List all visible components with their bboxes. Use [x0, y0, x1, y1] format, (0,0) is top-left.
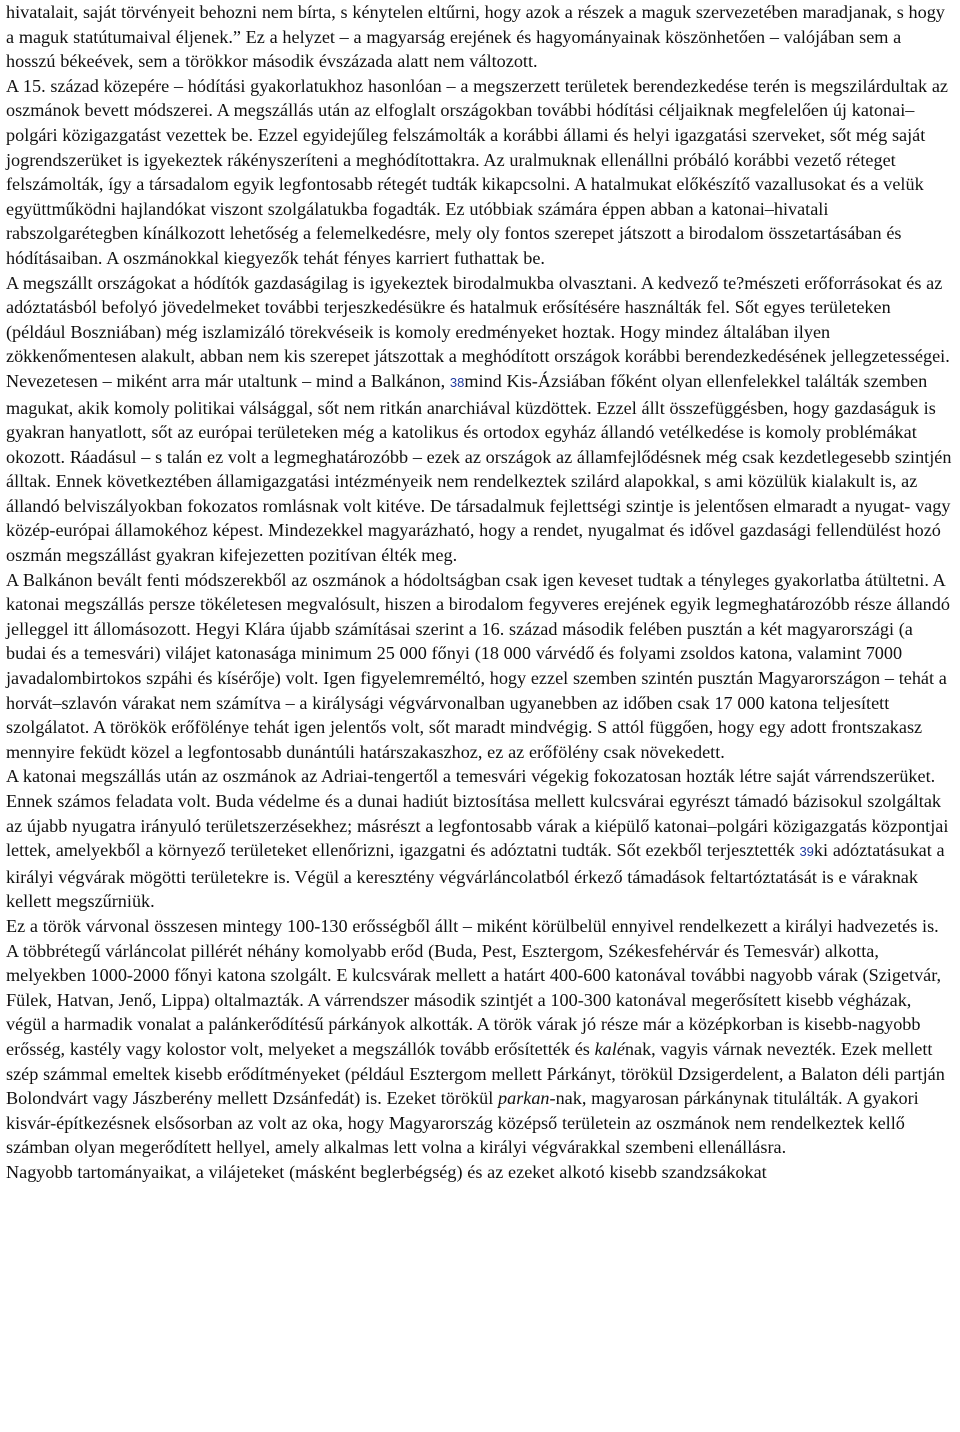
paragraph	[6, 0, 954, 74]
paragraph-text: -nak, magyarosan párkánynak titulálták. A gyakori kisvár-építkezésnek elsősorban az volt az oka, hogy Magyarország középső területein az oszmánok nem rendelkeztek kellő számban olyan megerődített hellyel, amely alkalmas lett volna a királyi végvárakkal szembeni ellenállásra.	[6, 1088, 919, 1158]
paragraph	[6, 74, 954, 271]
page-number-marker: 39	[799, 844, 814, 860]
paragraph-text: mind Kis-Ázsiában főként olyan ellenfelekkel találták szemben magukat, akik komoly politikai válsággal, sőt nem ritkán anarchiával küzdöttek. Ezzel állt összefüggésben, hogy gazdaságuk is gyakran hanyatlott, sőt az európai területeken még a katolikus és ortodox egyház állandó vetélkedése is komoly problémákat okozott. Ráadásul – s talán ez volt a legmeghatározóbb – ezek az országok az államfejlődésnek még csak kezdetlegesebb szintjén álltak. Ennek következtében államigazgatási intézményeik nem rendelkeztek szilárd alapokkal, s ami közülük kialakult is, az állandó belviszályokban fokozatos romlásnak volt kitéve. De társadalmuk fejlettségi szintje is jelentősen elmaradt a nyugat- vagy közép-európai államokéhoz képest. Mindezekkel magyarázható, hogy a rendet, nyugalmat és idővel gazdasági fellendülést hozó oszmán megszállást gyakran kifejezetten pozitívan élték meg.	[6, 370, 952, 566]
paragraph-text: Ez a török várvonal összesen mintegy 100-130 erősségből állt – miként körülbelül ennyivel rendelkezett a királyi hadvezetés is. A többrétegű várláncolat pillérét néhány komolyabb erőd (Buda, Pest, Esztergom, Székesfehérvár és Temesvár) alkotta, melyekben 1000-2000 főnyi katona szolgált. E kulcsvárak mellett a határt 400-600 katonával további nagyobb várak (Szigetvár, Fülek, Hatvan, Jenő, Lippa) oltalmazták. A várrendszer második szintjét a 100-300 katonával megerősített kisebb végházak, végül a harmadik vonalat a palánkerődítésű párkányok alkották. A török várak jó része már a középkorban is kisebb-nagyobb erősség, kastély vagy kolostor volt, melyeket a megszállók tovább erősítették és	[6, 915, 942, 1059]
paragraph-text: Nagyobb tartományaikat, a vilájeteket (másként beglerbégség) és az ezeket alkotó kisebb szandzsákokat	[6, 1161, 767, 1182]
paragraph	[6, 271, 954, 568]
paragraph	[6, 764, 954, 914]
italic-term: parkan	[498, 1088, 550, 1109]
paragraph	[6, 568, 954, 765]
italic-term: kalé	[594, 1038, 625, 1059]
paragraph-text: nak, vagyis várnak nevezték. Ezek mellett szép számmal emeltek kisebb erődítményeket (például Esztergom mellett Párkányt, törökül Dzsigerdelent, a Balaton déli partján Bolondvárt vagy Jászberény mellett Dzsánfedát) is. Ezeket törökül	[6, 1038, 945, 1109]
paragraph-text: ki adóztatásukat a királyi végvárak mögötti területekre is. Végül a keresztény végvárláncolatból érkező támadások feltartóztatását is e váraknak kellett megszűrniük.	[6, 840, 945, 912]
paragraph-text: A katonai megszállás után az oszmánok az Adriai-tengertől a temesvári végekig fokozatosan hozták létre saját várrendszerüket. Ennek számos feladata volt. Buda védelme és a dunai hadiút biztosítása mellett kulcsvárai egyrészt támadó bázisokul szolgáltak az újabb nyugatra irányuló területszerzésekhez; másrészt a legfontosabb várak a kiépülő katonai–polgári közigazgatás központjai lettek, amelyekből a környező területeket ellenőrizni, igazgatni és adóztatni tudták. Sőt ezekből terjesztették	[6, 766, 949, 861]
paragraph	[6, 914, 954, 1160]
paragraph-text: hivatalait, saját törvényeit behozni nem bírta, s kénytelen eltűrni, hogy azok a részek a maguk szervezetében maradjanak, s hogy a maguk statútumaival éljenek.” Ez a helyzet – a magyarság erejének és hagyományainak köszönhetően – valójában sem a hosszú békeévek, sem a törökkor második évszázada alatt nem változott.	[6, 2, 945, 72]
paragraph-text: A megszállt országokat a hódítók gazdaságilag is igyekeztek birodalmukba olvasztani. A kedvező te?mészeti erőforrásokat és az adóztatásból befolyó jövedelmeket további terjeszkedésükre és hatalmuk erősítésére használták fel. Sőt egyes területeken (például Boszniában) még iszlamizáló törekvéseik is komoly eredményeket hoztak. Hogy mindez általában ilyen zökkenőmentesen alakult, abban nem kis szerepet játszottak a meghódított országok korábbi berendezkedésének jellegzetességei. Nevezetesen – miként arra már utaltunk – mind a Balkánon,	[6, 272, 950, 391]
page-number-marker: 38	[449, 374, 465, 390]
paragraph-text: A Balkánon bevált fenti módszerekből az oszmánok a hódoltságban csak igen keveset tudtak a tényleges gyakorlatba átültetni. A katonai megszállás persze tökéletesen megvalósult, hiszen a birodalom fegyveres erejének egyik legmeghatározóbb része állandó jelleggel itt állomásozott. Hegyi Klára újabb számításai szerint a 16. század második felében pusztán a két magyarországi (a budai és a temesvári) vilájet katonasága minimum 25 000 főnyi (18 000 várvédő és folyami zsoldos katona, valamint 7000 javadalombirtokos szpáhi és kísérője) volt. Igen figyelemreméltó, hogy ezzel szemben szintén pusztán Magyarországon – tehát a horvát–szlavón várakat nem számítva – a királysági végvárvonalban ugyanebben az időben csak 17 000 katona teljesített szolgálatot. A törökök erőfölénye tehát igen jelentős volt, sőt maradt mindvégig. S attól függően, hogy egy adott frontszakasz mennyire feküdt közel a legfontosabb dunántúli határszakaszhoz, ez az erőfölény csak növekedett.	[6, 569, 950, 762]
paragraph	[6, 1160, 954, 1185]
paragraph-text: A 15. század közepére – hódítási gyakorlatukhoz hasonlóan – a megszerzett területek berendezkedése terén is megszilárdultak az oszmánok bevett módszerei. A megszállás után az elfoglalt országokban további hódítási céljaiknak megfelelően új katonai–polgári közigazgatást vezettek be. Ezzel egyidejűleg felszámolták a korábbi állami és helyi igazgatási szerveket, sőt még saját jogrendszerüket is igyekeztek rákényszeríteni a meghódítottakra. Az uralmuknak ellenállni próbáló korábbi vezető réteget felszámolták, így a társadalom egyik legfontosabb rétegét tudták kikapcsolni. A hatalmukat előkészítő vazallusokat és a velük együttműködni hajlandókat viszont szolgálatukba fogadták. Ez utóbbiak számára éppen abban a katonai–hivatali rabszolgarétegben kínálkozott lehetőség a felemelkedésre, mely oly fontos szerepet játszott a birodalom összetartásában és hódításaiban. A oszmánokkal kiegyezők tehát fényes karriert futhattak be.	[6, 75, 948, 268]
